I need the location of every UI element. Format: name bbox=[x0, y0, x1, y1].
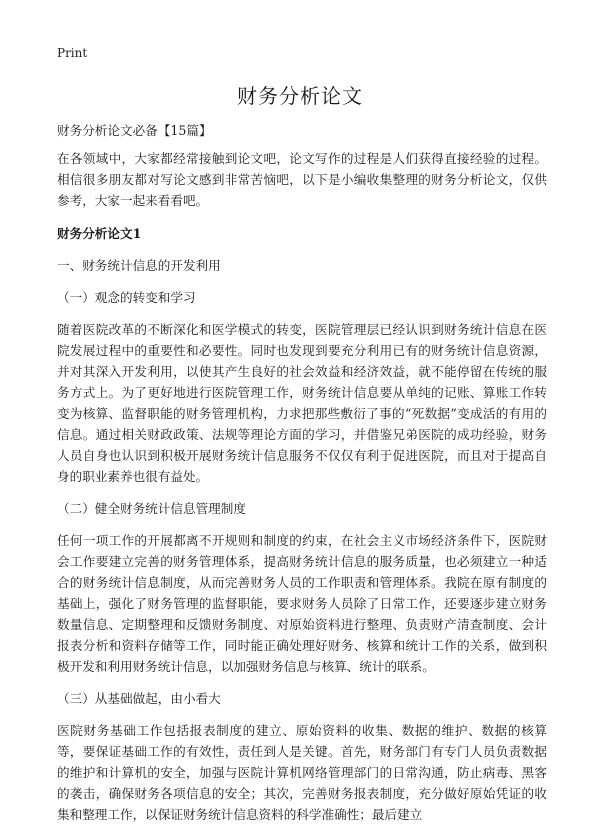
paragraph-3: 医院财务基础工作包括报表制度的建立、原始资料的收集、数据的维护、数据的核算等，要保证基础工作的有效性，责任到人是关键。首先，财务部门有专门人员负责数据的维护和计算机的安全，加强与医院计算机网络管理部门的日常沟通，防止病毒、黑客的袭击，确保财务各项信息的安全；其次，完善财务报表制度，充分做好原始凭证的收集和整理工作，以保证财务统计信息资料的科学准确性；最后建立 bbox=[57, 723, 547, 822]
paragraph-2: 任何一项工作的开展都离不开规则和制度的约束，在社会主义市场经济条件下，医院财会工作要建立完善的财务管理体系，提高财务统计信息的服务质量，也必须建立一种适合的财务统计信息制度，从而完善财务人员的工作职责和管理体系。我院在原有制度的基础上，强化了财务管理的监督职能，要求财务人员除了日常工作，还要逐步建立财务数量信息、定期整理和反馈财务制度、对原始资料进行整理、负责财产清查制度、会计报表分析和资料存储等工作，同时能正确处理好财务、核算和统计工作的关系，做到积极开发和利用财务统计信息，以加强财务信息与核算、统计的联系。 bbox=[57, 533, 547, 674]
document-body bbox=[57, 120, 547, 825]
intro-paragraph: 在各领域中，大家都经常接触到论文吧，论文写作的过程是人们获得直接经验的过程。相信很多朋友都对写论文感到非常苦恼吧，以下是小编收集整理的财务分析论文，仅供参考，大家一起来看看吧。 bbox=[57, 151, 547, 208]
paragraph-1: 随着医院改革的不断深化和医学模式的转变，医院管理层已经认识到财务统计信息在医院发展过程中的重要性和必要性。同时也发现到要充分利用已有的财务统计信息资源，并对其深入开发利用，以使其产生良好的社会效益和经济效益，就不能停留在传统的服务方式上。为了更好地进行医院管理工作，财务统计信息要从单纯的记账、算账工作转变为核算、监督职能的财务管理机构，力求把那些敷衍了事的“死数据”变成活的有用的信息。通过相关财政政策、法规等理论方面的学习，并借鉴兄弟医院的成功经验，财务人员自身也认识到积极开展财务统计信息服务不仅仅有利于促进医院，而且对于提高自身的职业素养也很有益处。 bbox=[57, 322, 547, 484]
subheading-1: （一）观念的转变和学习 bbox=[57, 290, 196, 305]
heading-1: 一、财务统计信息的开发利用 bbox=[57, 258, 221, 273]
print-label: Print bbox=[57, 46, 88, 60]
subheading-2: （二）健全财务统计信息管理制度 bbox=[57, 501, 246, 516]
document-subtitle: 财务分析论文必备【15篇】 bbox=[57, 123, 212, 138]
subheading-3: （三）从基础做起，由小看大 bbox=[57, 691, 221, 706]
section-title: 财务分析论文1 bbox=[57, 226, 142, 241]
document-title: 财务分析论文 bbox=[237, 84, 363, 108]
